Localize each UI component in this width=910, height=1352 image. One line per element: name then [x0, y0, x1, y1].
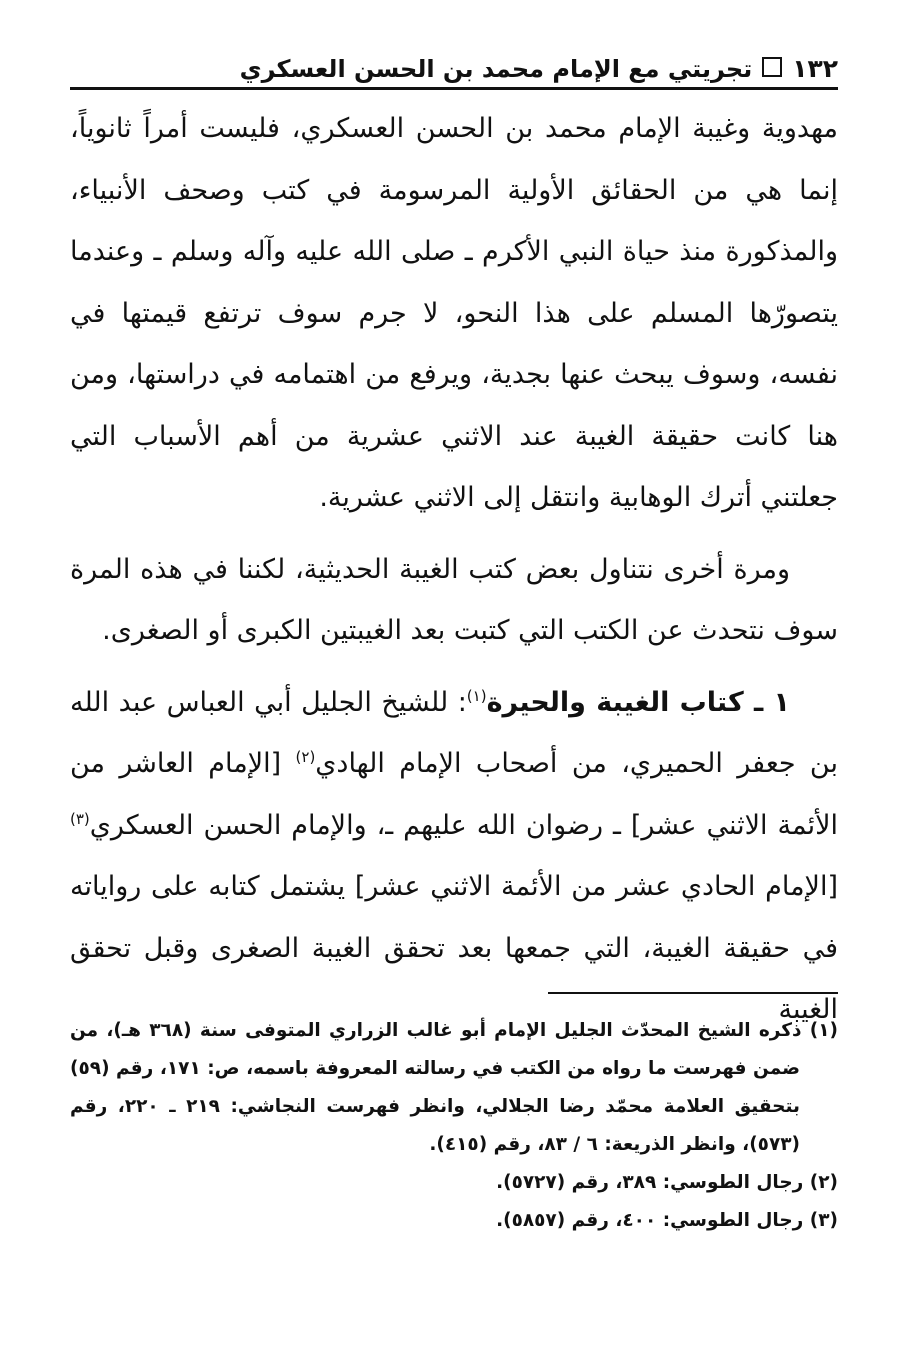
paragraph-2: ومرة أخرى نتناول بعض كتب الغيبة الحديثية، لكننا في هذه المرة سوف نتحدث عن الكتب التي كتبت بعد الغيبتين الكبرى أو الصغرى.	[70, 553, 838, 646]
book-title: ١ ـ كتاب الغيبة والحيرة	[486, 686, 790, 718]
footnote-ref-2: (٢)	[295, 748, 316, 766]
square-ornament-icon	[762, 57, 782, 77]
footnote-2: (٢) رجال الطوسي: ٣٨٩، رقم (٥٧٢٧).	[496, 1172, 838, 1193]
footnote-ref-1: (١)	[466, 686, 487, 705]
main-text	[70, 98, 838, 1041]
page-number: ١٣٢	[792, 54, 838, 83]
running-title: تجريتي مع الإمام محمد بن الحسن العسكري	[239, 55, 753, 83]
footnotes	[70, 1012, 838, 1240]
paragraph-3	[70, 672, 838, 1041]
paragraph-1: مهدوية وغيبة الإمام محمد بن الحسن العسكري، فليست أمراً ثانوياً، إنما هي من الحقائق الأولية المرسومة في كتب وصحف الأنبياء، والمذكورة منذ حياة النبي الأكرم ـ صلى الله عليه وآله وسلم ـ وعندما يتصورّها المسلم على هذا النحو، لا جرم سوف ترتفع قيمتها في نفسه، وسوف يبحث عنها بجدية، ويرفع من اهتمامه في دراستها، ومن هنا كانت حقيقة الغيبة عند الاثني عشرية من أهم الأسباب التي جعلتني أترك الوهابية وانتقل إلى الاثني عشرية.	[70, 113, 838, 513]
paragraph-3-part-a: : للشيخ الجليل أبي العباس عبد الله بن جعفر الحميري، من أصحاب الإمام الهادي	[70, 686, 838, 779]
footnote-ref-3: (٣)	[70, 809, 90, 828]
footnote-1: (١) ذكره الشيخ المحدّث الجليل الإمام أبو غالب الزراري المتوفى سنة (٣٦٨ هـ)، من ضمن فهرست ما رواه من الكتب في رسالته المعروفة باسمه، ص: ١٧١، رقم (٥٩) بتحقيق العلامة محمّد رضا الجلالي، وانظر فهرست النجاشي: ٢١٩ ـ ٢٢٠، رقم (٥٧٣)، وانظر الذريعة: ٦ / ٨٣، رقم (٤١٥).	[70, 1020, 838, 1155]
footnote-divider	[548, 992, 838, 994]
running-header	[70, 40, 838, 90]
paragraph-3-part-c: [الإمام الحادي عشر من الأئمة الاثني عشر] يشتمل كتابه على رواياته في حقيقة الغيبة، التي جمعها بعد تحقق الغيبة الصغرى وقبل تحقق الغيبة	[70, 871, 838, 1025]
paragraph-3-part-b: [الإمام العاشر من الأئمة الاثني عشر] ـ رضوان الله عليهم ـ، والإمام الحسن العسكري	[70, 748, 838, 841]
footnote-3: (٣) رجال الطوسي: ٤٠٠، رقم (٥٨٥٧).	[496, 1210, 838, 1231]
